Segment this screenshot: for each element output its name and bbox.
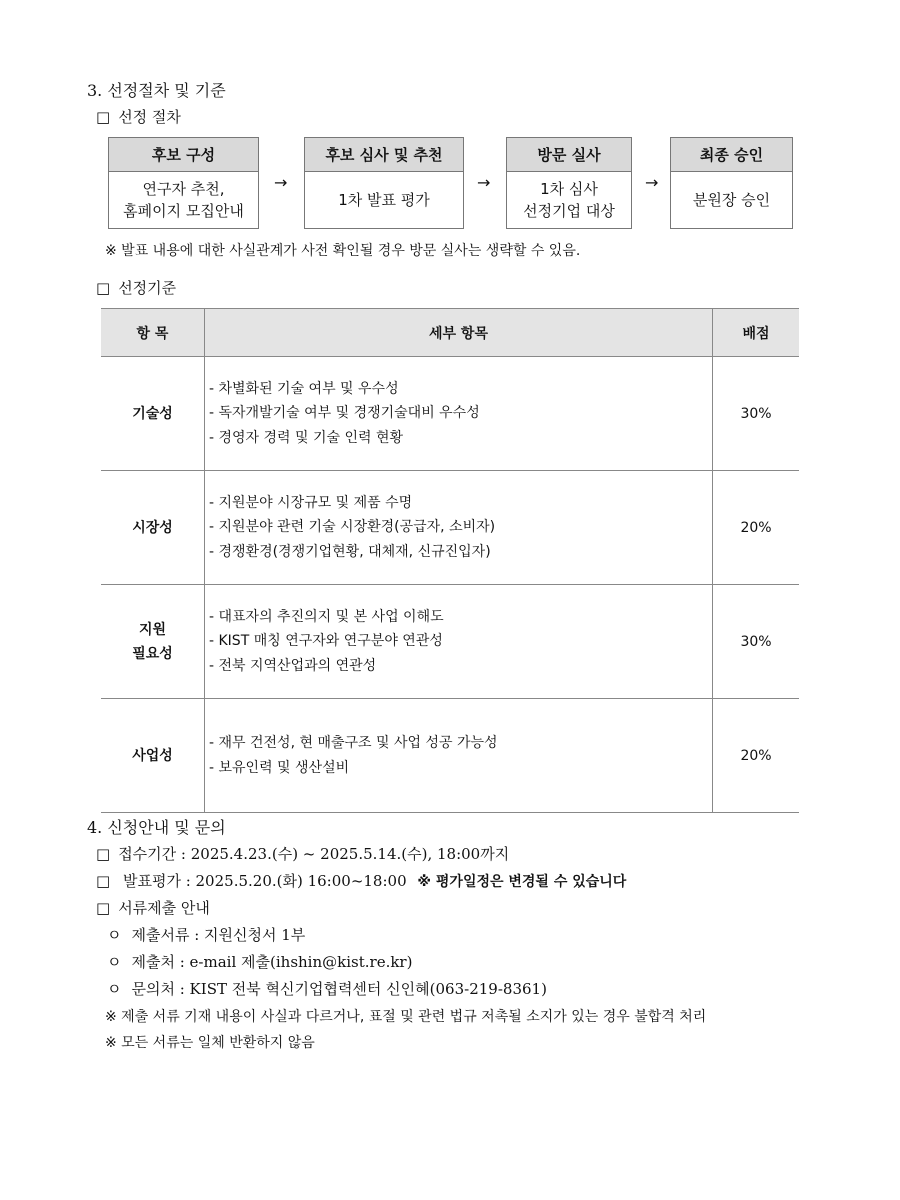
no-return-note: ※ 모든 서류는 일체 반환하지 않음 xyxy=(105,1035,315,1051)
list-item xyxy=(107,924,305,945)
table-row xyxy=(101,357,799,471)
table-header: 배점 xyxy=(713,309,800,357)
procedure-heading: □ 선정 절차 xyxy=(96,106,181,127)
flow-arrow: → xyxy=(645,173,659,192)
list-item xyxy=(107,978,547,999)
procedure-note: ※ 발표 내용에 대한 사실관계가 사전 확인될 경우 방문 실사는 생략할 수 있음. xyxy=(105,243,581,259)
table-header: 항 목 xyxy=(101,309,205,357)
criteria-heading: □ 선정기준 xyxy=(96,277,176,298)
table-row xyxy=(101,699,799,813)
detail-item: - 경영자 경력 및 기술 인력 현황 xyxy=(209,429,404,446)
application-period: □ 접수기간 : 2025.4.23.(수) ~ 2025.5.14.(수), 18:00까지 xyxy=(96,843,509,864)
schedule-change-note: ※ 평가일정은 변경될 수 있습니다 xyxy=(417,874,627,890)
detail-item: - 전북 지역산업과의 연관성 xyxy=(209,657,377,674)
criteria-details xyxy=(205,585,713,699)
flow-step-4 xyxy=(670,137,793,229)
detail-item: - KIST 매칭 연구자와 연구분야 연관성 xyxy=(209,633,443,650)
section-3-title: 3. 선정절차 및 기준 xyxy=(87,81,226,100)
flow-arrow: → xyxy=(274,173,288,192)
criteria-score: 20% xyxy=(713,471,800,585)
detail-item: - 재무 건전성, 현 매출구조 및 사업 성공 가능성 xyxy=(209,735,498,751)
table-header: 세부 항목 xyxy=(205,309,713,357)
presentation-schedule xyxy=(96,870,626,891)
detail-item: - 지원분야 시장규모 및 제품 수명 xyxy=(209,494,413,511)
criteria-details xyxy=(205,357,713,471)
section-4-title: 4. 신청안내 및 문의 xyxy=(87,818,226,837)
criteria-score: 30% xyxy=(713,357,800,471)
criteria-score: 20% xyxy=(713,699,800,813)
flow-step-2-body: 1차 발표 평가 xyxy=(338,191,430,209)
criteria-category: 사업성 xyxy=(101,699,205,813)
detail-item: - 경쟁환경(경쟁기업현황, 대체재, 신규진입자) xyxy=(209,543,491,560)
detail-item: - 차별화된 기술 여부 및 우수성 xyxy=(209,380,399,397)
bullet-icon: ㅇ xyxy=(107,953,122,971)
submission-docs: 제출서류 : 지원신청서 1부 xyxy=(131,926,306,944)
flow-arrow: → xyxy=(477,173,491,192)
submission-place: 제출처 : e-mail 제출(ihshin@kist.re.kr) xyxy=(131,953,413,971)
detail-item: - 지원분야 관련 기술 시장환경(공급자, 소비자) xyxy=(209,519,496,536)
table-row xyxy=(101,471,799,585)
contact-info: 문의처 : KIST 전북 혁신기업협력센터 신인혜(063-219-8361) xyxy=(131,980,547,998)
flow-step-2-title: 후보 심사 및 추천 xyxy=(305,138,463,172)
detail-item: - 보유인력 및 생산설비 xyxy=(209,759,350,776)
bullet-icon: ㅇ xyxy=(107,980,122,998)
submission-heading: □ 서류제출 안내 xyxy=(96,897,210,918)
criteria-details xyxy=(205,471,713,585)
table-header-row xyxy=(101,309,799,357)
flow-step-3-body: 1차 심사 선정기업 대상 xyxy=(523,180,615,220)
flow-step-2 xyxy=(304,137,464,229)
presentation-date: 발표평가 : 2025.5.20.(화) 16:00~18:00 xyxy=(122,872,407,890)
flow-step-3 xyxy=(506,137,632,229)
criteria-table xyxy=(101,308,799,813)
bullet-icon: ㅇ xyxy=(107,926,122,944)
table-row xyxy=(101,585,799,699)
flow-step-4-title: 최종 승인 xyxy=(671,138,792,172)
list-item xyxy=(107,951,412,972)
flow-step-1 xyxy=(108,137,259,229)
detail-item: - 대표자의 추진의지 및 본 사업 이해도 xyxy=(209,608,444,625)
criteria-category: 시장성 xyxy=(101,471,205,585)
flow-step-1-title: 후보 구성 xyxy=(109,138,258,172)
flow-step-4-body: 분원장 승인 xyxy=(692,191,771,209)
detail-item: - 독자개발기술 여부 및 경쟁기술대비 우수성 xyxy=(209,405,480,422)
criteria-score: 30% xyxy=(713,585,800,699)
disqualification-note: ※ 제출 서류 기재 내용이 사실과 다르거나, 표절 및 관련 법규 저촉될 소지가 있는 경우 불합격 처리 xyxy=(105,1009,707,1025)
criteria-details xyxy=(205,699,713,813)
criteria-category: 기술성 xyxy=(101,357,205,471)
flow-step-3-title: 방문 실사 xyxy=(507,138,631,172)
criteria-category: 지원 필요성 xyxy=(101,585,205,699)
flow-step-1-body: 연구자 추천, 홈페이지 모집안내 xyxy=(123,180,244,220)
